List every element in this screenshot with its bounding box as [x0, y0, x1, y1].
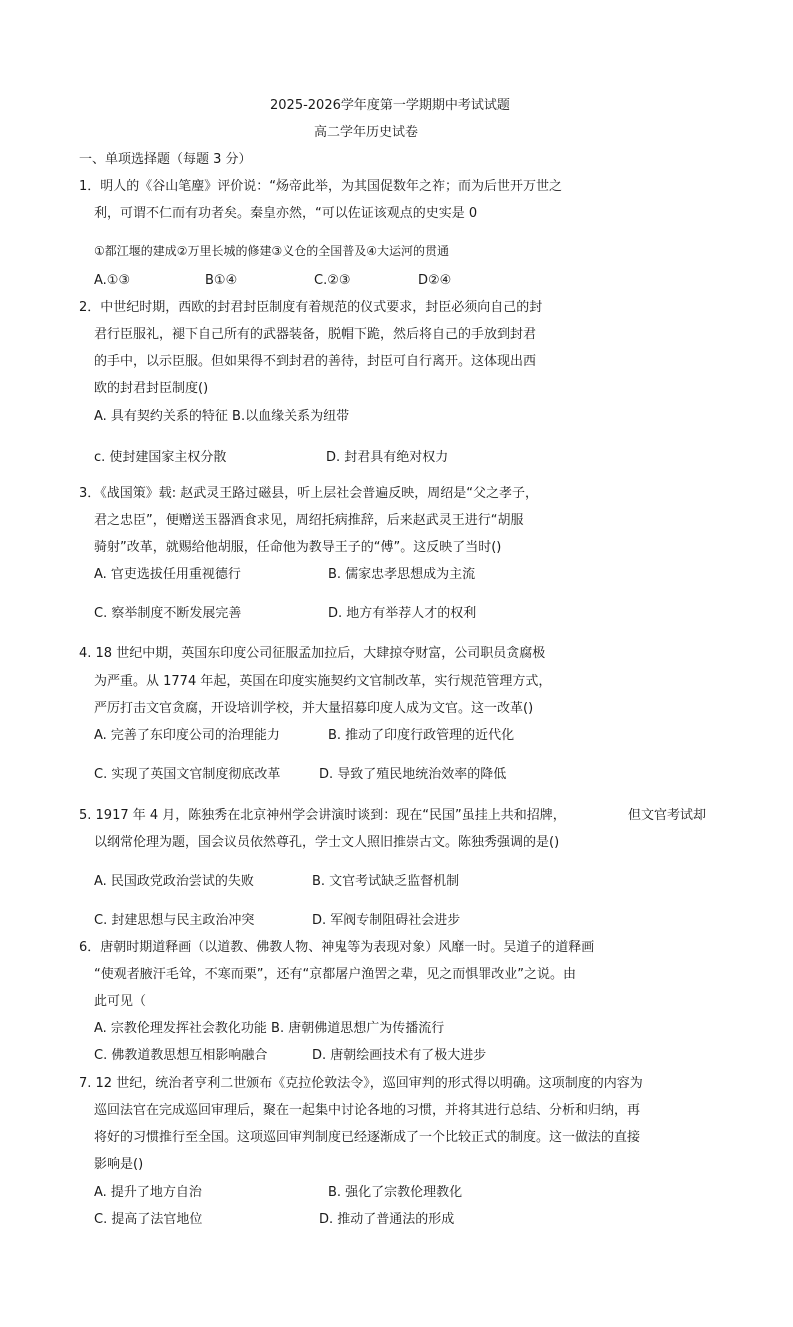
question-2-line-2: 君行臣服礼，褪下自己所有的武器装备，脱帽下跪，然后将自己的手放到封君 — [94, 327, 537, 342]
question-7-line-1: 7. 12 世纪，统治者亨利二世颁布《克拉伦敦法令》，巡回审判的形式得以明确。这项制度的内容为 — [79, 1076, 643, 1091]
question-5-line-1: 5. 1917 年 4 月，陈独秀在北京神州学会讲演时谈到：现在“民国”虽挂上共和招牌， — [79, 808, 566, 823]
question-7-line-4: 影响是() — [94, 1157, 144, 1172]
q6-option-ab: A. 宗教伦理发挥社会教化功能 B. 唐朝佛道思想广为传播流行 — [94, 1021, 445, 1036]
q4-option-d: D. 导致了殖民地统治效率的降低 — [319, 767, 507, 782]
q2-option-c: c. 使封建国家主权分散 — [94, 450, 227, 465]
q5-option-d: D. 军阀专制阻碍社会进步 — [312, 913, 461, 928]
question-7-line-2: 巡回法官在完成巡回审理后，聚在一起集中讨论各地的习惯，并将其进行总结、分析和归纳，再 — [94, 1103, 641, 1118]
question-5-line-1-tail: 但文官考试却 — [628, 808, 707, 823]
question-4-line-2: 为严重。从 1774 年起，英国在印度实施契约文官制改革，实行规范管理方式， — [94, 674, 552, 689]
q1-option-d: D②④ — [418, 273, 452, 288]
q2-option-d: D. 封君具有绝对权力 — [326, 450, 449, 465]
section-heading: 一、单项选择题（每题 3 分） — [79, 152, 252, 167]
q5-option-a: A. 民国政党政治尝试的失败 — [94, 874, 254, 889]
question-7-line-3: 将好的习惯推行至全国。这项巡回审判制度已经逐渐成了一个比较正式的制度。这一做法的直接 — [94, 1130, 641, 1145]
q6-option-c: C. 佛教道教思想互相影响融合 — [94, 1048, 268, 1063]
q6-option-d: D. 唐朝绘画技术有了极大进步 — [312, 1048, 487, 1063]
question-3-line-1: 3．《战国策》载: 赵武灵王路过磁县，听上层社会普遍反映，周绍是“父之孝子， — [79, 486, 539, 501]
q7-option-a: A. 提升了地方自治 — [94, 1185, 202, 1200]
question-3-line-2: 君之忠臣”，便赠送玉器酒食求见，周绍托病推辞，后来赵武灵王进行“胡服 — [94, 513, 524, 528]
q3-option-d: D. 地方有举荐人才的权利 — [328, 606, 477, 621]
q3-option-c: C. 察举制度不断发展完善 — [94, 606, 242, 621]
question-2-line-4: 欧的封君封臣制度() — [94, 381, 209, 396]
question-6-line-3: 此可见（ — [94, 994, 147, 1009]
question-5-line-2: 以纲常伦理为题，国会议员依然尊孔，学士文人照旧推崇古文。陈独秀强调的是() — [94, 835, 560, 850]
q7-option-d: D. 推动了普通法的形成 — [319, 1212, 455, 1227]
q4-option-a: A. 完善了东印度公司的治理能力 — [94, 728, 280, 743]
q2-option-ab: A. 具有契约关系的特征 B.以血缘关系为纽带 — [94, 409, 350, 424]
question-6-line-2: “使观者腋汗毛耸，不寒而栗”，还有“京都屠户渔罟之辈，见之而惧罪改业”之说。由 — [94, 967, 576, 982]
question-4-line-3: 严厉打击文官贪腐，开设培训学校，并大量招募印度人成为文官。这一改革() — [94, 701, 534, 716]
q7-option-b: B. 强化了宗教伦理教化 — [328, 1185, 463, 1200]
exam-title: 2025-2026学年度第一学期期中考试试题 — [270, 98, 510, 113]
q4-option-c: C. 实现了英国文官制度彻底改革 — [94, 767, 281, 782]
question-4-line-1: 4. 18 世纪中期，英国东印度公司征服孟加拉后，大肆掠夺财富，公司职员贪腐极 — [79, 646, 546, 661]
q5-option-c: C. 封建思想与民主政治冲突 — [94, 913, 255, 928]
q7-option-c: C. 提高了法官地位 — [94, 1212, 203, 1227]
q3-option-b: B. 儒家忠孝思想成为主流 — [328, 567, 476, 582]
question-1-line-1: 1．明人的《谷山笔麈》评价说：“炀帝此举，为其国促数年之祚；而为后世开万世之 — [79, 179, 563, 194]
question-2-line-1: 2．中世纪时期，西欧的封君封臣制度有着规范的仪式要求，封臣必须向自己的封 — [79, 300, 543, 315]
question-2-line-3: 的手中，以示臣服。但如果得不到封君的善待，封臣可自行离开。这体现出西 — [94, 354, 537, 369]
q5-option-b: B. 文官考试缺乏监督机制 — [312, 874, 460, 889]
q1-option-c: C.②③ — [314, 273, 351, 288]
q3-option-a: A. 官吏选拔任用重视德行 — [94, 567, 241, 582]
q1-option-b: B①④ — [205, 273, 238, 288]
question-1-line-2: 利，可谓不仁而有功者矣。秦皇亦然，“可以佐证该观点的史实是 0 — [94, 206, 478, 221]
q4-option-b: B. 推动了印度行政管理的近代化 — [328, 728, 515, 743]
question-3-line-3: 骑射”改革，就赐给他胡服，任命他为教导王子的“傅”。这反映了当时() — [94, 540, 502, 555]
question-6-line-1: 6．唐朝时期道释画（以道教、佛教人物、神鬼等为表现对象）风靡一时。吴道子的道释画 — [79, 940, 595, 955]
q1-option-a: A.①③ — [94, 273, 131, 288]
exam-subtitle: 高二学年历史试卷 — [314, 125, 419, 140]
question-1-extra: ①都江堰的建成②万里长城的修建③义仓的全国普及④大运河的贯通 — [94, 244, 450, 258]
